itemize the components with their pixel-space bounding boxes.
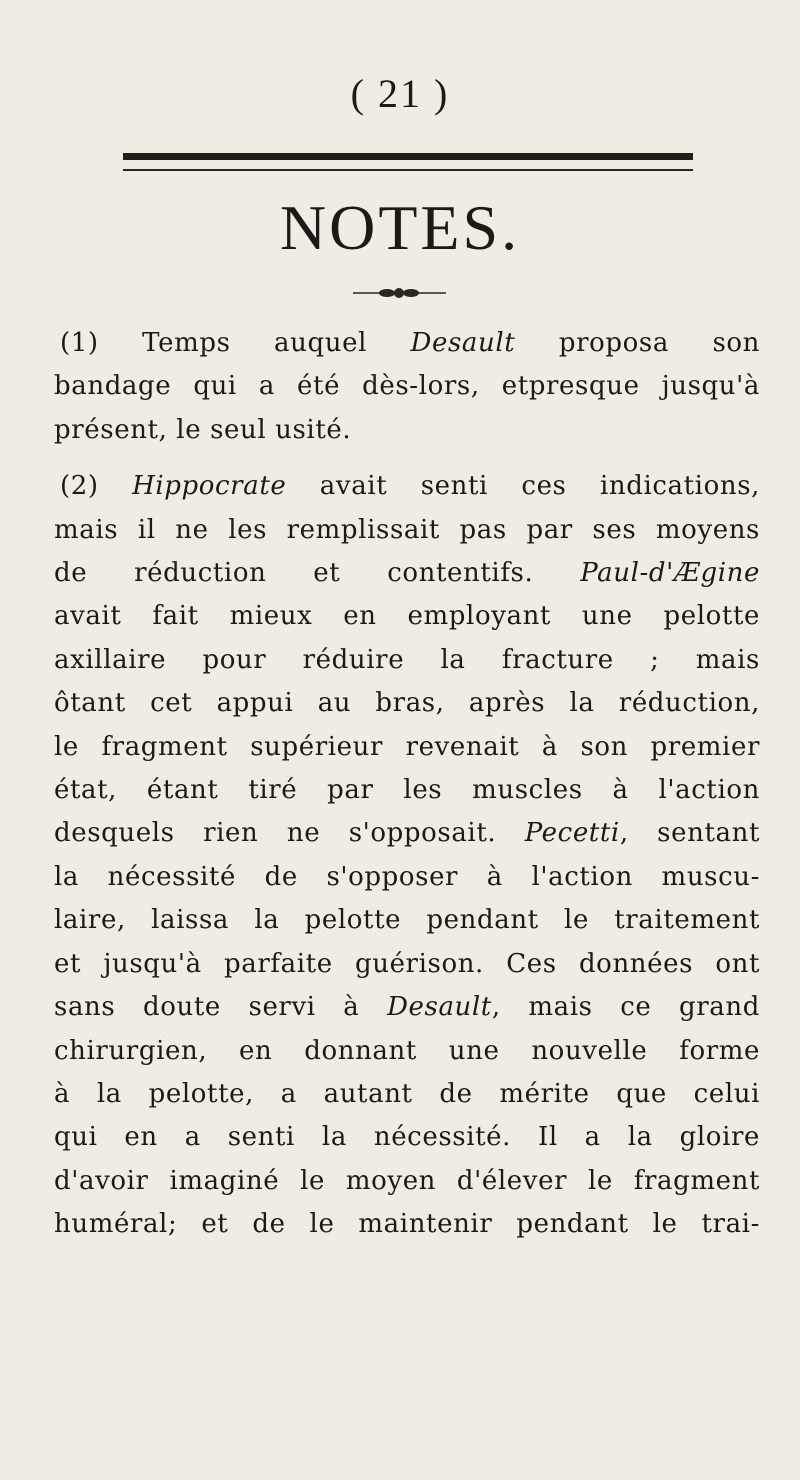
text-run: axillaire pour réduire la fracture ; mais <box>54 644 760 675</box>
text-run: le fragment supérieur revenait à son premier <box>54 731 760 762</box>
text-run: chirurgien, en donnant une nouvelle forme <box>54 1035 760 1066</box>
text-run: (2) <box>60 471 133 502</box>
header-rule-thick <box>123 153 693 160</box>
text-run: d'avoir imaginé le moyen d'élever le fragment <box>54 1165 760 1196</box>
text-line <box>54 409 760 452</box>
italic-name: Desault <box>387 992 492 1023</box>
text-run: mais il ne les remplissait pas par ses moyens <box>54 514 760 545</box>
text-run: ôtant cet appui au bras, après la réduction, <box>54 688 760 719</box>
text-line <box>54 322 760 365</box>
text-line <box>54 552 760 595</box>
text-run: bandage qui a été dès-lors, etpresque jusqu'à <box>54 371 760 402</box>
text-run: de réduction et contentifs. <box>54 558 581 589</box>
text-run: état, étant tiré par les muscles à l'action <box>54 775 760 806</box>
text-run: proposa son <box>515 328 761 358</box>
text-run: qui en a senti la nécessité. Il a la gloire <box>54 1122 760 1153</box>
text-line <box>54 639 760 682</box>
text-line <box>54 1073 760 1116</box>
text-line <box>54 769 760 812</box>
text-run: présent, le seul usité. <box>54 414 352 445</box>
text-line <box>54 465 760 508</box>
italic-name: Hippocrate <box>132 471 287 502</box>
text-run: avait senti ces indications, <box>286 471 761 502</box>
text-run: laire, laissa la pelotte pendant le traitement <box>54 905 760 936</box>
italic-name: Paul-d'Ægine <box>580 558 760 589</box>
section-heading: NOTES. <box>279 192 521 263</box>
text-run: avait fait mieux en employant une pelotte <box>54 601 760 632</box>
text-line <box>54 986 760 1029</box>
note-2 <box>54 465 760 1246</box>
text-line <box>54 595 760 638</box>
text-line <box>54 509 760 552</box>
notes-body <box>54 322 760 1247</box>
text-run: , sentant <box>619 818 761 849</box>
text-line <box>54 856 760 899</box>
text-line <box>54 943 760 986</box>
text-run: à la pelotte, a autant de mérite que celui <box>54 1078 760 1109</box>
note-1 <box>54 322 760 452</box>
text-line <box>54 812 760 855</box>
text-line <box>54 682 760 725</box>
ornament-divider <box>353 287 446 299</box>
text-line <box>54 1160 760 1203</box>
page-number: ( 21 ) <box>350 71 450 116</box>
text-run: et jusqu'à parfaite guérison. Ces données ont <box>54 948 760 979</box>
header-rule-thin <box>123 169 693 171</box>
italic-name: Pecetti <box>524 818 620 849</box>
text-line <box>54 365 760 408</box>
text-line <box>54 726 760 769</box>
italic-name: Desault <box>410 328 516 358</box>
text-run: la nécessité de s'opposer à l'action muscu- <box>54 861 760 892</box>
text-line <box>54 1203 760 1246</box>
text-run: huméral; et de le maintenir pendant le trai- <box>54 1209 760 1240</box>
text-run: sans doute servi à <box>54 992 388 1023</box>
text-line <box>54 899 760 942</box>
text-run: , mais ce grand <box>491 992 760 1023</box>
text-run: (1) Temps auquel <box>60 328 411 358</box>
text-line <box>54 1116 760 1159</box>
text-line <box>54 1030 760 1073</box>
text-run: desquels rien ne s'opposait. <box>54 818 525 849</box>
